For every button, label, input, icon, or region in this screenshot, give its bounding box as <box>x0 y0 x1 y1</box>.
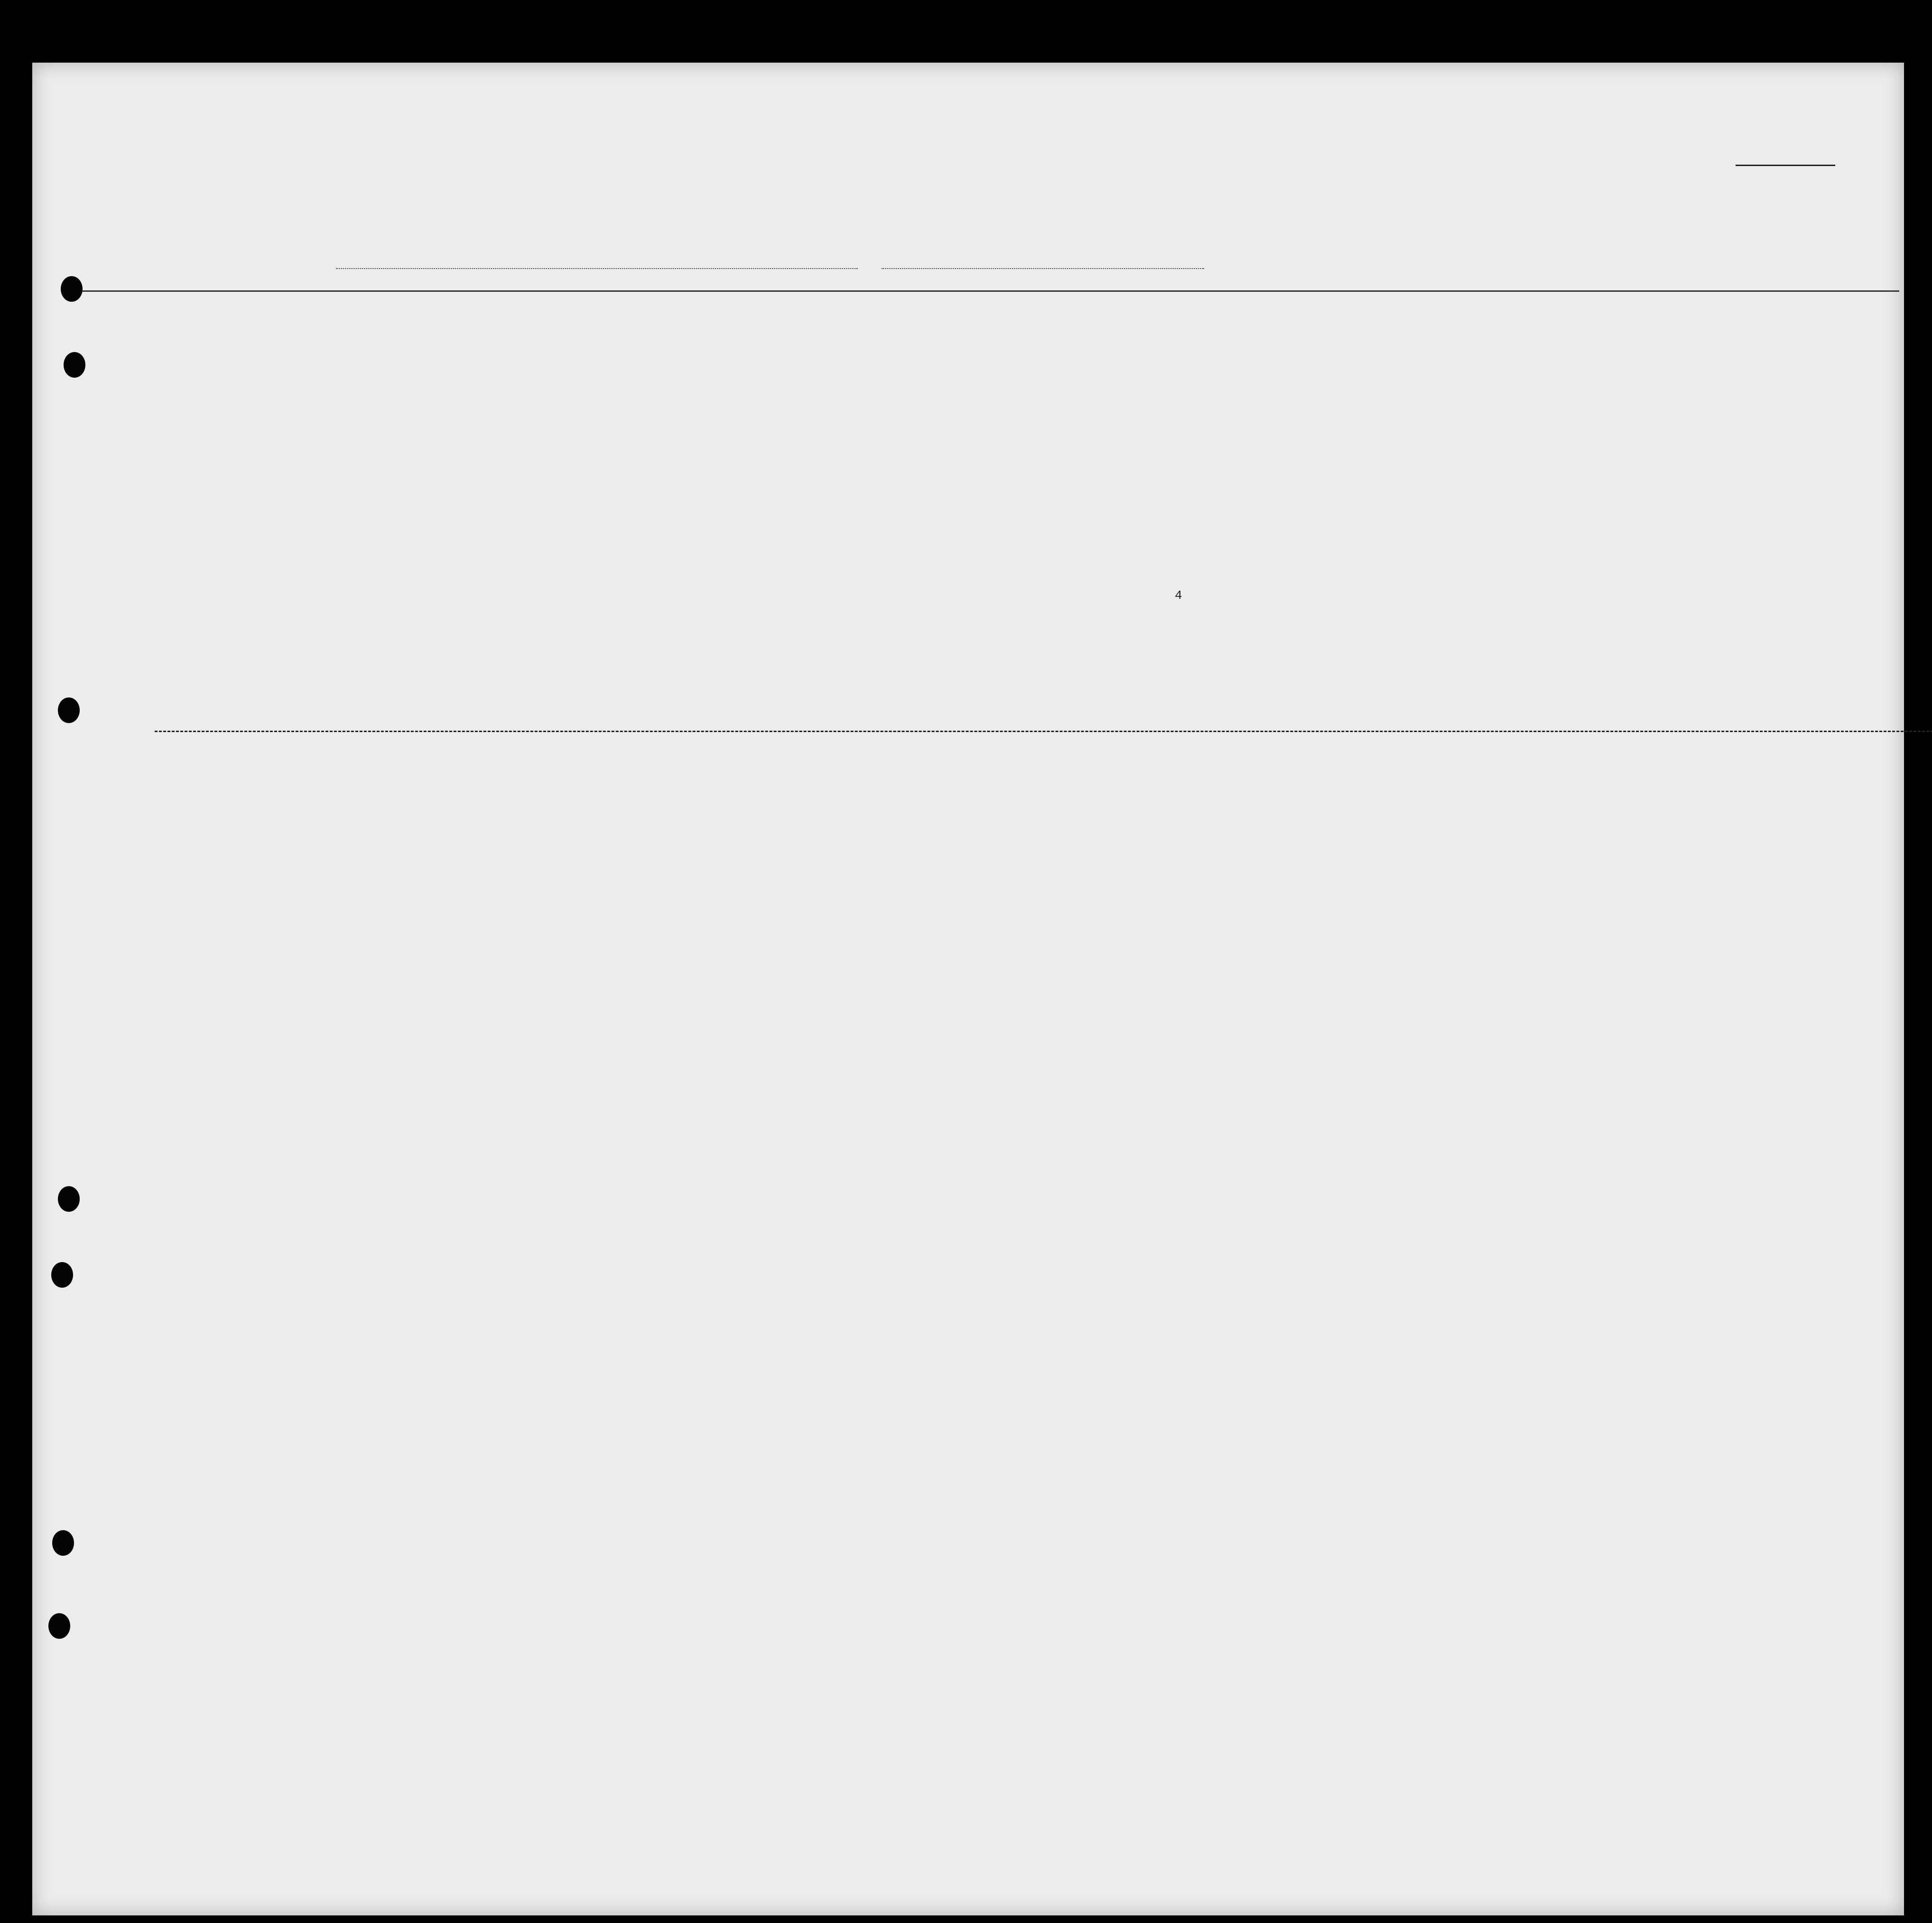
col25-header <box>1233 376 1259 537</box>
col28-header <box>1316 376 1370 537</box>
col34-inches <box>1615 499 1638 547</box>
manifest-grid <box>32 63 1904 1915</box>
cancel-line <box>155 731 1932 732</box>
binder-hole <box>61 276 83 302</box>
entry2-length-num: 4 <box>1175 588 1182 603</box>
manifest-sheet <box>32 63 1904 1915</box>
binder-hole <box>58 1186 80 1212</box>
binder-hole <box>48 1613 70 1639</box>
col29-header <box>1375 376 1411 537</box>
col31-header <box>1438 376 1459 537</box>
binder-hole <box>52 1530 74 1556</box>
binder-hole <box>64 352 85 378</box>
col24-sub2 <box>1169 395 1197 537</box>
col34-feet <box>1588 499 1611 547</box>
col26-header <box>1262 385 1285 537</box>
col24-sub3 <box>1199 395 1228 537</box>
col21-header <box>680 376 708 537</box>
binder-hole <box>51 1262 73 1288</box>
col27-header <box>1289 385 1311 537</box>
col24-sub1 <box>1124 395 1166 537</box>
binder-hole <box>58 697 80 723</box>
col30-header <box>1414 376 1435 537</box>
col19-header <box>554 385 582 537</box>
